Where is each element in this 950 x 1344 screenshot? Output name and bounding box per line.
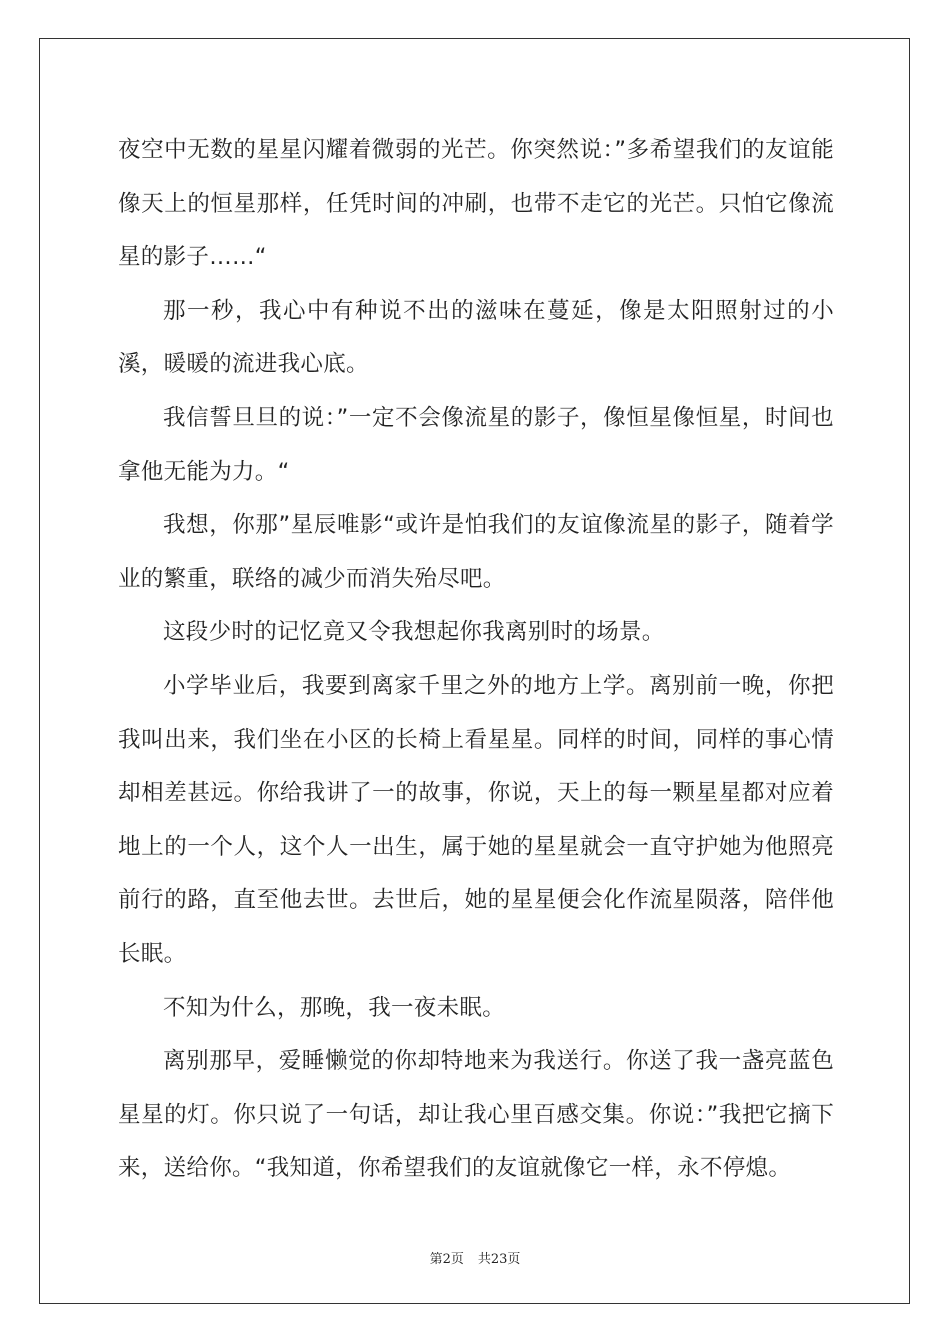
paragraph-3: 我信誓旦旦的说：”一定不会像流星的影子，像恒星像恒星，时间也拿他无能为力。“ <box>118 404 834 485</box>
paragraph-8: 离别那早，爱睡懒觉的你却特地来为我送行。你送了我一盏亮蓝色星星的灯。你只说了一句话，却让我心里百感交集。你说：”我把它摘下来，送给你。“我知道，你希望我们的友谊就像它一样，永不停熄。 <box>118 1048 834 1182</box>
document-body <box>118 124 834 1196</box>
paragraph-4: 我想，你那”星辰唯影“或许是怕我们的友谊像流星的影子，随着学业的繁重，联络的减少而消失殆尽吧。 <box>118 512 834 592</box>
paragraph-1: 夜空中无数的星星闪耀着微弱的光芒。你突然说：”多希望我们的友谊能像天上的恒星那样，任凭时间的冲刷，也带不走它的光芒。只怕它像流星的影子……“ <box>118 137 834 271</box>
paragraph-6: 小学毕业后，我要到离家千里之外的地方上学。离别前一晚，你把我叫出来，我们坐在小区的长椅上看星星。同样的时间，同样的事心情却相差甚远。你给我讲了一的故事，你说，天上的每一颗星星都对应着地上的一个人，这个人一出生，属于她的星星就会一直守护她为他照亮前行的路，直至他去世。去世后，她的星星便会化作流星陨落，陪伴他长眠。 <box>118 672 834 967</box>
paragraph-5: 这段少时的记忆竟又令我想起你我离别时的场景。 <box>163 619 665 646</box>
total-page-count: 共23页 <box>477 1252 521 1267</box>
paragraph-2: 那一秒，我心中有种说不出的滋味在蔓延，像是太阳照射过的小溪，暖暖的流进我心底。 <box>118 297 834 378</box>
current-page-number: 第2页 <box>429 1252 464 1267</box>
paragraph-7: 不知为什么，那晚，我一夜未眠。 <box>163 994 506 1021</box>
page-footer <box>0 1248 950 1267</box>
